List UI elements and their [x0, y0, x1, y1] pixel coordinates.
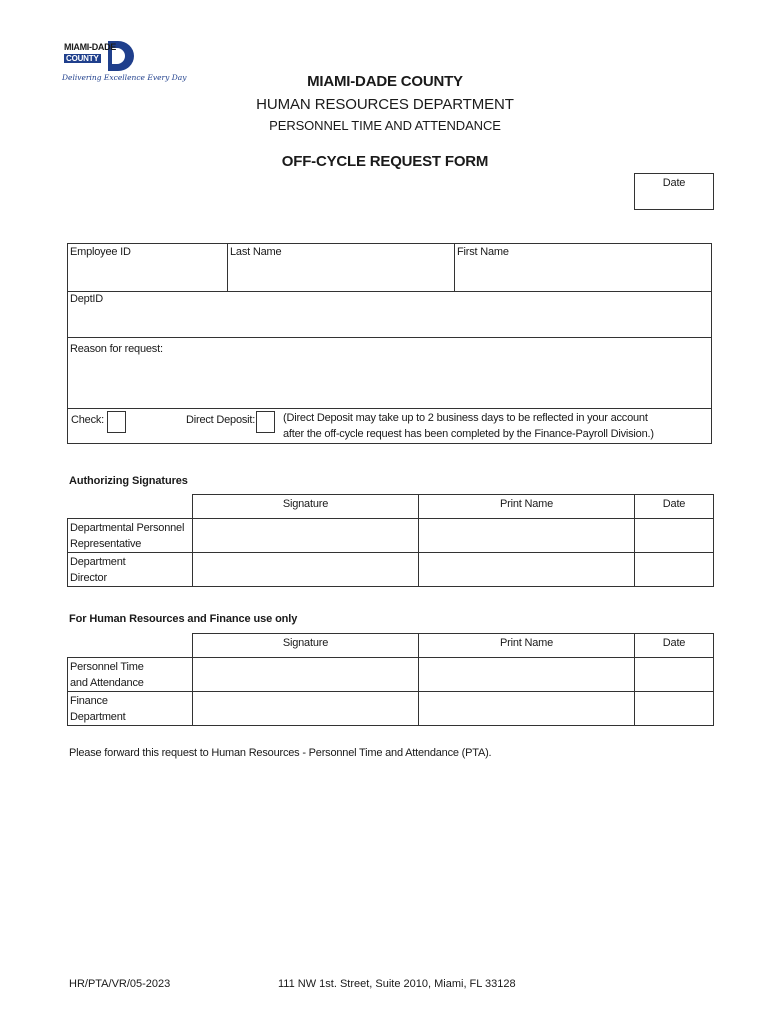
- row-label: [68, 553, 193, 587]
- date-cell[interactable]: [635, 692, 714, 726]
- table-corner: [68, 495, 193, 519]
- column-header-date: Date: [635, 634, 714, 658]
- last-name-label: Last Name: [230, 246, 282, 258]
- forwarding-instructions: Please forward this request to Human Resources - Personnel Time and Attendance (PTA).: [69, 747, 492, 759]
- signature-cell[interactable]: [193, 692, 419, 726]
- table-row: [68, 553, 714, 587]
- row-label-line2: Representative: [70, 537, 142, 550]
- signature-cell[interactable]: [193, 658, 419, 692]
- first-name-label: First Name: [457, 246, 509, 258]
- row-label-line1: Department: [70, 555, 126, 568]
- authorizing-signatures-title: Authorizing Signatures: [69, 475, 188, 487]
- first-name-field[interactable]: [455, 244, 711, 291]
- divider: [68, 408, 711, 409]
- signature-cell[interactable]: [193, 519, 419, 553]
- employee-id-field[interactable]: [68, 244, 227, 291]
- print-name-cell[interactable]: [419, 692, 635, 726]
- row-label-line1: Departmental Personnel: [70, 521, 185, 534]
- department-title: HUMAN RESOURCES DEPARTMENT: [256, 96, 514, 113]
- employee-id-label: Employee ID: [70, 246, 131, 258]
- date-field[interactable]: [634, 173, 714, 210]
- logo-text-line2: COUNTY: [66, 54, 99, 63]
- row-label-line2: Director: [70, 571, 107, 584]
- print-name-cell[interactable]: [419, 519, 635, 553]
- direct-deposit-label: Direct Deposit:: [186, 414, 256, 426]
- date-field-label: Date: [662, 177, 686, 189]
- form-code: HR/PTA/VR/05-2023: [69, 978, 171, 990]
- check-checkbox[interactable]: [107, 411, 126, 433]
- column-header-print-name: Print Name: [419, 634, 635, 658]
- dept-id-label: DeptID: [70, 293, 104, 305]
- row-label-line1: Finance: [70, 694, 108, 707]
- row-label: [68, 658, 193, 692]
- logo-tagline: Delivering Excellence Every Day: [62, 73, 187, 82]
- logo-text-line1: MIAMI-DADE: [64, 42, 116, 52]
- last-name-field[interactable]: [228, 244, 454, 291]
- signature-cell[interactable]: [193, 553, 419, 587]
- form-title: OFF-CYCLE REQUEST FORM: [281, 153, 489, 170]
- table-row: [68, 519, 714, 553]
- row-label-line1: Personnel Time: [70, 660, 144, 673]
- hr-finance-signatures-table: [67, 633, 714, 726]
- employee-info-form: [67, 243, 712, 444]
- column-header-signature: Signature: [193, 495, 419, 519]
- date-cell[interactable]: [635, 553, 714, 587]
- column-header-signature: Signature: [193, 634, 419, 658]
- column-header-print-name: Print Name: [419, 495, 635, 519]
- print-name-cell[interactable]: [419, 658, 635, 692]
- column-header-date: Date: [635, 495, 714, 519]
- table-header-row: [68, 495, 714, 519]
- date-cell[interactable]: [635, 658, 714, 692]
- division-title: PERSONNEL TIME AND ATTENDANCE: [269, 118, 501, 133]
- row-label-line2: Department: [70, 710, 126, 723]
- row-label-line2: and Attendance: [70, 676, 144, 689]
- office-address: 111 NW 1st. Street, Suite 2010, Miami, FL 33128: [278, 978, 516, 990]
- hr-finance-title: For Human Resources and Finance use only: [69, 613, 298, 625]
- check-label: Check:: [71, 414, 105, 426]
- direct-deposit-checkbox[interactable]: [256, 411, 275, 433]
- authorizing-signatures-table: [67, 494, 714, 587]
- row-label: [68, 519, 193, 553]
- table-row: [68, 658, 714, 692]
- table-row: [68, 692, 714, 726]
- reason-field[interactable]: [68, 338, 711, 408]
- print-name-cell[interactable]: [419, 553, 635, 587]
- dept-id-field[interactable]: [68, 292, 711, 337]
- table-header-row: [68, 634, 714, 658]
- table-corner: [68, 634, 193, 658]
- row-label: [68, 692, 193, 726]
- reason-label: Reason for request:: [70, 343, 163, 355]
- date-cell[interactable]: [635, 519, 714, 553]
- direct-deposit-note-line1: (Direct Deposit may take up to 2 business days to be reflected in your account: [283, 412, 648, 424]
- direct-deposit-note-line2: after the off-cycle request has been completed by the Finance-Payroll Division.): [283, 428, 654, 440]
- county-title: MIAMI-DADE COUNTY: [307, 73, 463, 90]
